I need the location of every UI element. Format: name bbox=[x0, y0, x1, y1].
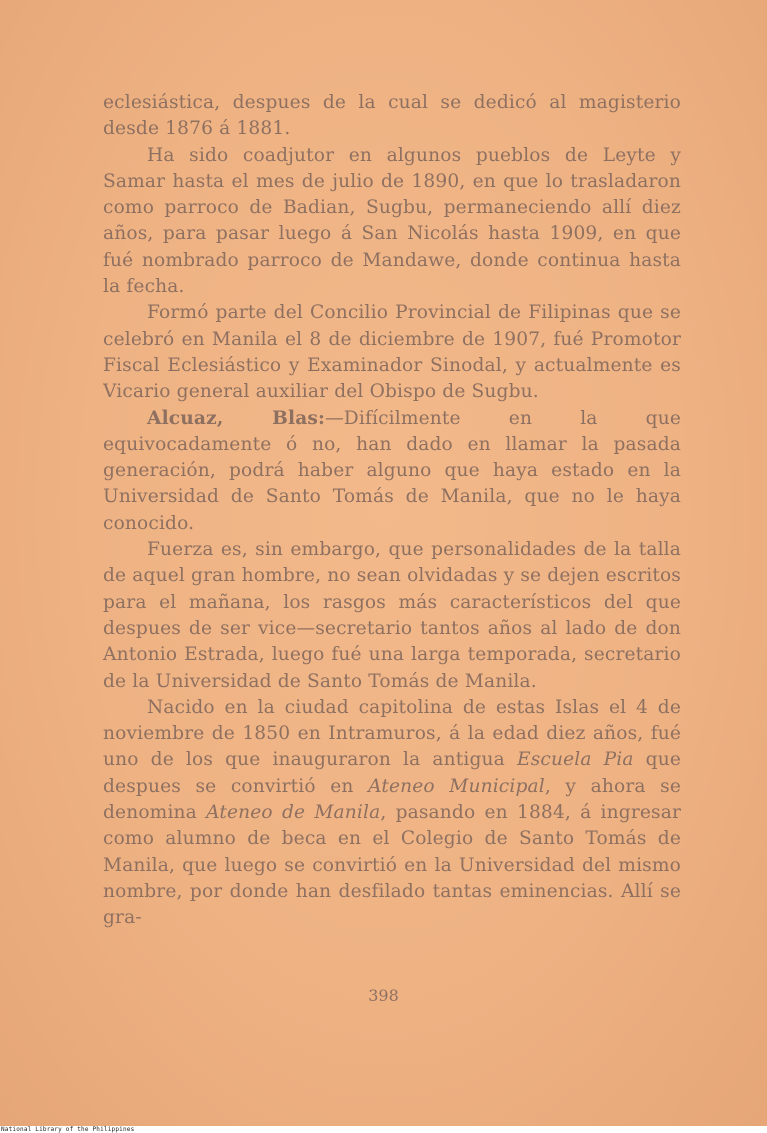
paragraph: eclesiástica, despues de la cual se dedicó al magisterio desde 1876 á 1881. bbox=[103, 92, 681, 140]
page-number: 398 bbox=[368, 986, 399, 1005]
footer-credit: National Library of the Philippines bbox=[1, 1126, 135, 1133]
italic-title: Ateneo de Manila bbox=[206, 802, 381, 824]
text-run: , pasando en 1884, á ingresar como alumno de beca en el Colegio de Santo Tomás de Manila, que luego se convirtió en la Universidad del mismo nombre, por donde han desfilado tantas eminencias. Allí se gra- bbox=[103, 802, 681, 929]
paragraph: Fuerza es, sin embargo, que personalidades de la talla de aquel gran hombre, no sean olvidadas y se dejen escritos para el mañana, los rasgos más característicos del que despues de ser vice—secretario tantos años al lado de don Antonio Estrada, luego fué una larga temporada, secretario de la Universidad de Santo Tomás de Manila. bbox=[103, 539, 681, 692]
paragraph: Ha sido coadjutor en algunos pueblos de Leyte y Samar hasta el mes de julio de 1890, en que lo trasladaron como parroco de Badian, Sugbu, permaneciendo allí diez años, para pasar luego á San Nicolás hasta 1909, en que fué nombrado parroco de Mandawe, donde continua hasta la fecha. bbox=[103, 144, 681, 298]
italic-title: Escuela Pia bbox=[516, 749, 634, 771]
italic-title: Ateneo Municipal bbox=[368, 775, 545, 797]
body-text bbox=[103, 90, 681, 932]
text-run: que despues se convirtió en bbox=[103, 749, 681, 797]
entry-text: —Difícilmente en la que equivocadamente ó no, han dado en llamar la pasada generación, podrá haber alguno que haya estado en la Universidad de Santo Tomás de Manila, que no le haya conocido. bbox=[103, 407, 681, 534]
entry-name: Alcuaz, Blas: bbox=[147, 407, 326, 429]
text-run: , y ahora se denomina bbox=[103, 775, 681, 824]
text-run: Nacido en la ciudad capitolina de estas Islas el 4 de noviembre de 1850 en Intramuros, á la edad diez años, fué uno de los que inauguraron la antigua bbox=[103, 696, 681, 771]
paragraph-entry bbox=[103, 406, 681, 537]
paragraph: Formó parte del Concilio Provincial de Filipinas que se celebró en Manila el 8 de diciembre de 1907, fué Promotor Fiscal Eclesiástico y Examinador Sinodal, y actualmente es Vicario general auxiliar del Obispo de Sugbu. bbox=[103, 302, 681, 403]
paragraph bbox=[103, 695, 681, 932]
